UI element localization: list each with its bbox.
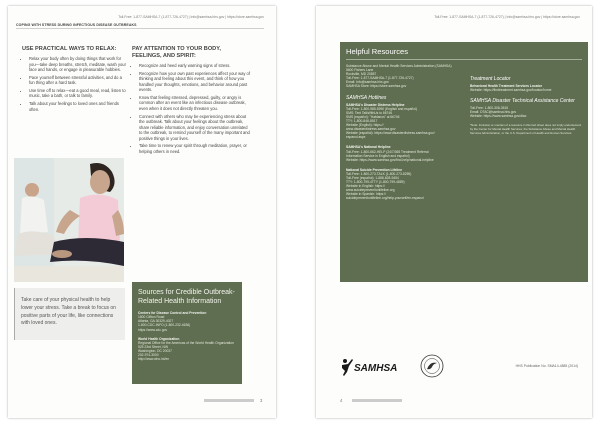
org-link[interactable]: https://www.cdc.gov xyxy=(138,327,168,332)
yoga-photo xyxy=(14,158,124,282)
disclaimer-text: *Note: Inclusion or mention of a resource in this fact sheet does not imply endorsement by the Center for Mental Health Services, the Substance Abuse and Mental Health Services Administration, or the U.S. Department of Health and Human Services. xyxy=(470,123,582,135)
resource-heading: Behavioral Health Treatment Services Locator xyxy=(470,84,543,88)
logo-wordmark: SAMHSA xyxy=(354,363,398,374)
resources-right-column xyxy=(470,64,582,141)
running-title: COPING WITH STRESS DURING INFECTIOUS DISEASE OUTBREAKS xyxy=(16,23,137,27)
resources-divider xyxy=(346,59,582,60)
yoga-illustration xyxy=(14,158,124,282)
samhsa-logo xyxy=(340,356,398,378)
resource-line: Website in English: https:// xyxy=(346,184,385,189)
resource-line: TTY: 1-800-846-8517 xyxy=(346,118,378,123)
resource-line: Toll-Free: 1-877-SAMHSA-7 (1-877-726-4727) xyxy=(346,76,414,81)
resource-link[interactable]: www.suicidepreventionlifeline.org xyxy=(346,188,395,193)
sources-box xyxy=(132,282,242,384)
org-link[interactable]: http://www.who.int/en xyxy=(138,357,170,362)
org-name: Centers for Disease Control and Prevention xyxy=(138,311,207,316)
page-footer-bar xyxy=(204,399,254,402)
org-line: 1-800-CDC-INFO (1-800-232-4636) xyxy=(138,323,191,328)
resource-line: Website (español): https://www.disasterdistress.samhsa.gov/ xyxy=(346,131,435,136)
header-divider xyxy=(16,28,264,29)
org-line: 1600 Clifton Road xyxy=(138,315,165,320)
org-name: World Health Organization xyxy=(138,336,180,341)
right-page xyxy=(316,6,592,418)
list-item: • Pace yourself between stressful activities, and do a fun thing after a hard task. xyxy=(29,75,126,86)
resource-line: SMS: Text TalkWithUs to 66746 xyxy=(346,110,393,115)
resources-box xyxy=(340,42,588,282)
relax-column xyxy=(22,46,126,114)
resource-line: Email: Info@samhsa.hhs.gov xyxy=(346,80,389,85)
list-item: • Recognize and heed early warning signs of stress. xyxy=(139,63,250,69)
resource-line: Substance Abuse and Mental Health Services Administration (SAMHSA) xyxy=(346,64,452,68)
org-line: Atlanta, GA 30329-4027 xyxy=(138,319,174,324)
page-header-contact: Toll-Free: 1-877-SAMHSA-7 (1-877-726-4727) | Info@samhsa.hhs.gov | https://store.samhsa.gov xyxy=(434,15,580,19)
left-page xyxy=(8,6,276,418)
disclaimer-note xyxy=(470,124,582,135)
resources-left-column xyxy=(346,64,454,207)
resources-title: Helpful Resources xyxy=(346,47,409,56)
list-item: • Connect with others who may be experiencing stress about the outbreak. Talk about your feelings about the outbreak, share reliable information, and enjoy conversation unrelated to the outbreak, to remind yourself of the many important and positive things in your lives. xyxy=(139,114,250,142)
publication-info: HHS Publication No. SMA14-4885 (2014) xyxy=(515,364,578,368)
page-footer-bar xyxy=(352,399,402,402)
resource-link[interactable]: suicidepreventionlifeline.org/help-yourself/en-espanol xyxy=(346,196,424,201)
org-line: 202-974-3000 xyxy=(138,353,159,358)
resource-line: Toll-Free (español): 1-888-628-9454 xyxy=(346,175,399,180)
attention-column xyxy=(132,46,250,156)
resource-disaster-helpline xyxy=(346,95,454,140)
callout-box xyxy=(14,288,125,340)
resource-line: Email: DTAC@samhsa.hhs.gov xyxy=(470,110,517,115)
section-heading: Treatment Locator xyxy=(470,76,511,82)
resource-national-helpline xyxy=(346,145,454,161)
list-item: • Recognize how your own past experiences affect your way of thinking and feeling about this event, and think of how you handled your thoughts, emotions, and behavior around past events. xyxy=(139,71,250,93)
resource-heading: SAMHSA's Disaster Distress Helpline xyxy=(346,102,405,107)
resource-link[interactable]: www.disasterdistress.samhsa.gov xyxy=(346,127,396,132)
resource-dtac xyxy=(470,98,582,118)
resource-line: SMS (español): "Hablanos" al 66746 xyxy=(346,114,400,119)
hhs-seal-icon xyxy=(420,354,444,378)
resource-heading: SAMHSA's National Helpline xyxy=(346,145,391,150)
resource-link[interactable]: Website: https://www.samhsa.gov/find-help/national-helpline xyxy=(346,157,434,162)
resource-line: Website (English): https:// xyxy=(346,123,384,128)
resource-line: Toll-Free: 1-800-985-5990 (English and español) xyxy=(346,106,417,111)
resource-heading: National Suicide Prevention Lifeline xyxy=(346,167,403,172)
org-line: Regional Office for the Americas of the World Health Organization xyxy=(138,340,234,345)
list-item: • Use time off to relax—eat a good meal, read, listen to music, take a bath, or talk to family. xyxy=(29,88,126,99)
resource-link[interactable]: espanol.aspx xyxy=(346,135,366,140)
resource-line: TTY: 1-800-799-4TTY (1-800-799-4889) xyxy=(346,180,405,185)
resource-line: Website in Spanish: https:// xyxy=(346,192,386,197)
org-line: 525 23rd Street, NW xyxy=(138,344,169,349)
resource-link[interactable]: Website: https://findtreatment.samhsa.gov/locator/home xyxy=(470,88,552,93)
resource-link[interactable]: Website: https://www.samhsa.gov/dtac xyxy=(470,114,527,119)
resource-line: Toll-Free: 1-800-662-HELP (24/7/365 Treatment Referral xyxy=(346,149,429,154)
figure-icon xyxy=(342,359,353,376)
list-item: • Relax your body often by doing things that work for you—take deep breaths, stretch, meditate, wash your face and hands, or engage in pleasurable hobbies. xyxy=(29,56,126,73)
attention-heading: PAY ATTENTION TO YOUR BODY, FEELINGS, AND SPIRIT: xyxy=(132,46,221,59)
relax-list xyxy=(22,56,126,112)
resource-line: Toll-Free: 1-800-273-TALK (1-800-273-8255) xyxy=(346,171,412,176)
page-number: 4 xyxy=(340,398,343,403)
list-item: • Talk about your feelings to loved ones and friends often. xyxy=(29,101,126,112)
sources-heading: Sources for Credible Outbreak-Related Health Information xyxy=(138,289,235,305)
page-number: 3 xyxy=(260,398,263,403)
resource-treatment-locator xyxy=(470,76,582,92)
org-cdc xyxy=(138,311,236,331)
relax-heading: USE PRACTICAL WAYS TO RELAX: xyxy=(22,46,117,52)
page-header-contact: Toll-Free: 1-877-SAMHSA-7 (1-877-726-4727) | Info@samhsa.hhs.gov | https://store.samhsa.gov xyxy=(118,15,264,19)
section-heading: SAMHSA Disaster Technical Assistance Center xyxy=(470,98,575,105)
resource-line: Rockville, MD 20857 xyxy=(346,72,377,77)
attention-list xyxy=(132,63,250,154)
resource-line: 5600 Fishers Lane xyxy=(346,68,374,73)
resource-link[interactable]: SAMHSA Store: https://store.samhsa.gov xyxy=(346,84,407,89)
callout-text: Take care of your physical health to help lower your stress. Take a break to focus on positive parts of your life, like connections with loved ones. xyxy=(21,297,116,327)
org-line: Washington, DC 20037 xyxy=(138,348,172,353)
resource-suicide-lifeline xyxy=(346,168,454,201)
section-heading: SAMHSA Hotlines xyxy=(346,94,387,101)
resource-line: Information Service in English and español) xyxy=(346,153,410,158)
list-item: • Take time to renew your spirit through meditation, prayer, or helping others in need. xyxy=(139,143,250,154)
org-who xyxy=(138,337,236,362)
resource-samhsa xyxy=(346,64,454,89)
list-item: • Know that feeling stressed, depressed, guilty, or angry is common after an event like an infectious disease outbreak, even when it does not directly threaten you. xyxy=(139,95,250,112)
resource-line: Toll-Free: 1-800-308-3515 xyxy=(470,106,509,111)
